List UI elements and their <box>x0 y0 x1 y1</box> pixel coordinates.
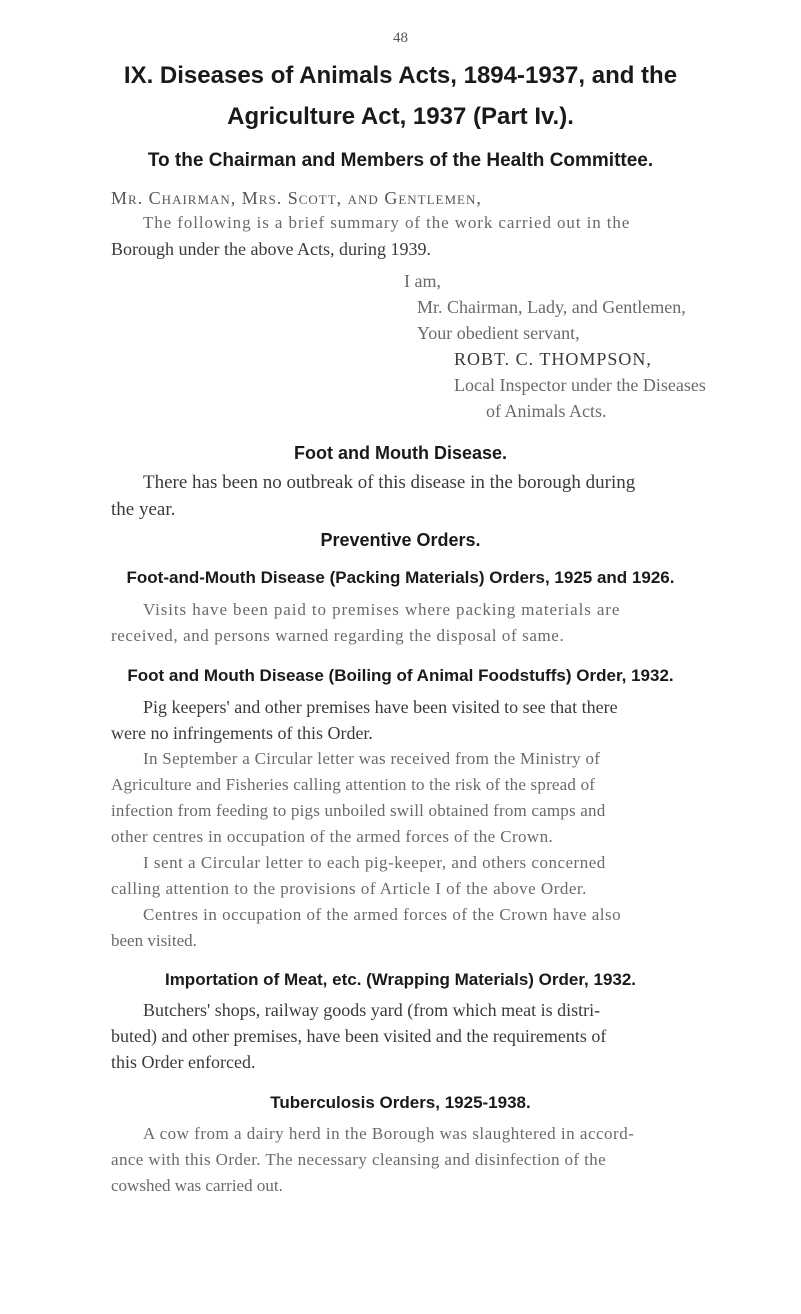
packing-line-1: Visits have been paid to premises where packing materials are <box>143 600 621 619</box>
meat-line-3: this Order enforced. <box>111 1052 256 1072</box>
meat-line-2: buted) and other premises, have been visited and the requirements of <box>111 1026 607 1046</box>
boiling-p2-line-3: infection from feeding to pigs unboiled swill obtained from camps and <box>111 801 606 820</box>
fmd-line-1: There has been no outbreak of this disease in the borough during <box>143 472 636 493</box>
signoff-line-1: I am, <box>404 271 441 291</box>
chapter-title-line-1: IX. Diseases of Animals Acts, 1894-1937, and the <box>123 62 678 89</box>
signoff-line-2: Mr. Chairman, Lady, and Gentlemen, <box>417 297 686 317</box>
intro-line-1: The following is a brief summary of the work carried out in the <box>143 213 631 232</box>
boiling-p2-line-2: Agriculture and Fisheries calling attention to the risk of the spread of <box>111 775 596 794</box>
boiling-p4-line-1: Centres in occupation of the armed forces of the Crown have also <box>143 905 622 924</box>
signatory-role-line-2: of Animals Acts. <box>486 401 607 421</box>
tb-line-1: A cow from a dairy herd in the Borough was slaughtered in accord- <box>143 1124 635 1143</box>
boiling-p4-line-2: been visited. <box>111 931 197 950</box>
boiling-p2-line-4: other centres in occupation of the armed forces of the Crown. <box>111 827 554 846</box>
boiling-p1-line-2: were no infringements of this Order. <box>111 723 373 743</box>
chapter-title-line-2: Agriculture Act, 1937 (Part Iv.). <box>227 103 574 130</box>
signatory-name: ROBT. C. THOMPSON, <box>454 349 652 369</box>
fmd-line-2: the year. <box>111 499 176 520</box>
boiling-p1-line-1: Pig keepers' and other premises have been visited to see that there <box>143 697 618 717</box>
signoff-line-3: Your obedient servant, <box>417 323 580 343</box>
salutation: Mr. Chairman, Mrs. Scott, and Gentlemen, <box>111 188 482 208</box>
boiling-p2-line-1: In September a Circular letter was received from the Ministry of <box>143 749 601 768</box>
packing-line-2: received, and persons warned regarding the disposal of same. <box>111 626 565 645</box>
section-heading-foot-and-mouth: Foot and Mouth Disease. <box>293 443 507 463</box>
section-heading-boiling-foodstuffs: Foot and Mouth Disease (Boiling of Animal Foodstuffs) Order, 1932. <box>127 666 674 685</box>
meat-line-1: Butchers' shops, railway goods yard (from which meat is distri- <box>143 1000 601 1020</box>
page-number: 48 <box>393 30 408 46</box>
section-heading-tuberculosis: Tuberculosis Orders, 1925-1938. <box>270 1093 531 1112</box>
intro-line-2: Borough under the above Acts, during 1939. <box>111 239 431 259</box>
boiling-p3-line-2: calling attention to the provisions of Article I of the above Order. <box>111 879 587 898</box>
boiling-p3-line-1: I sent a Circular letter to each pig-keeper, and others concerned <box>143 853 606 872</box>
signatory-role-line-1: Local Inspector under the Diseases <box>454 375 706 395</box>
section-heading-preventive-orders: Preventive Orders. <box>320 530 481 550</box>
tb-line-3: cowshed was carried out. <box>111 1176 283 1195</box>
section-heading-packing-materials: Foot-and-Mouth Disease (Packing Materials) Orders, 1925 and 1926. <box>126 568 675 587</box>
section-heading-meat-wrapping: Importation of Meat, etc. (Wrapping Materials) Order, 1932. <box>164 970 637 989</box>
tb-line-2: ance with this Order. The necessary cleansing and disinfection of the <box>111 1150 607 1169</box>
addressee-heading: To the Chairman and Members of the Health Committee. <box>147 150 654 171</box>
